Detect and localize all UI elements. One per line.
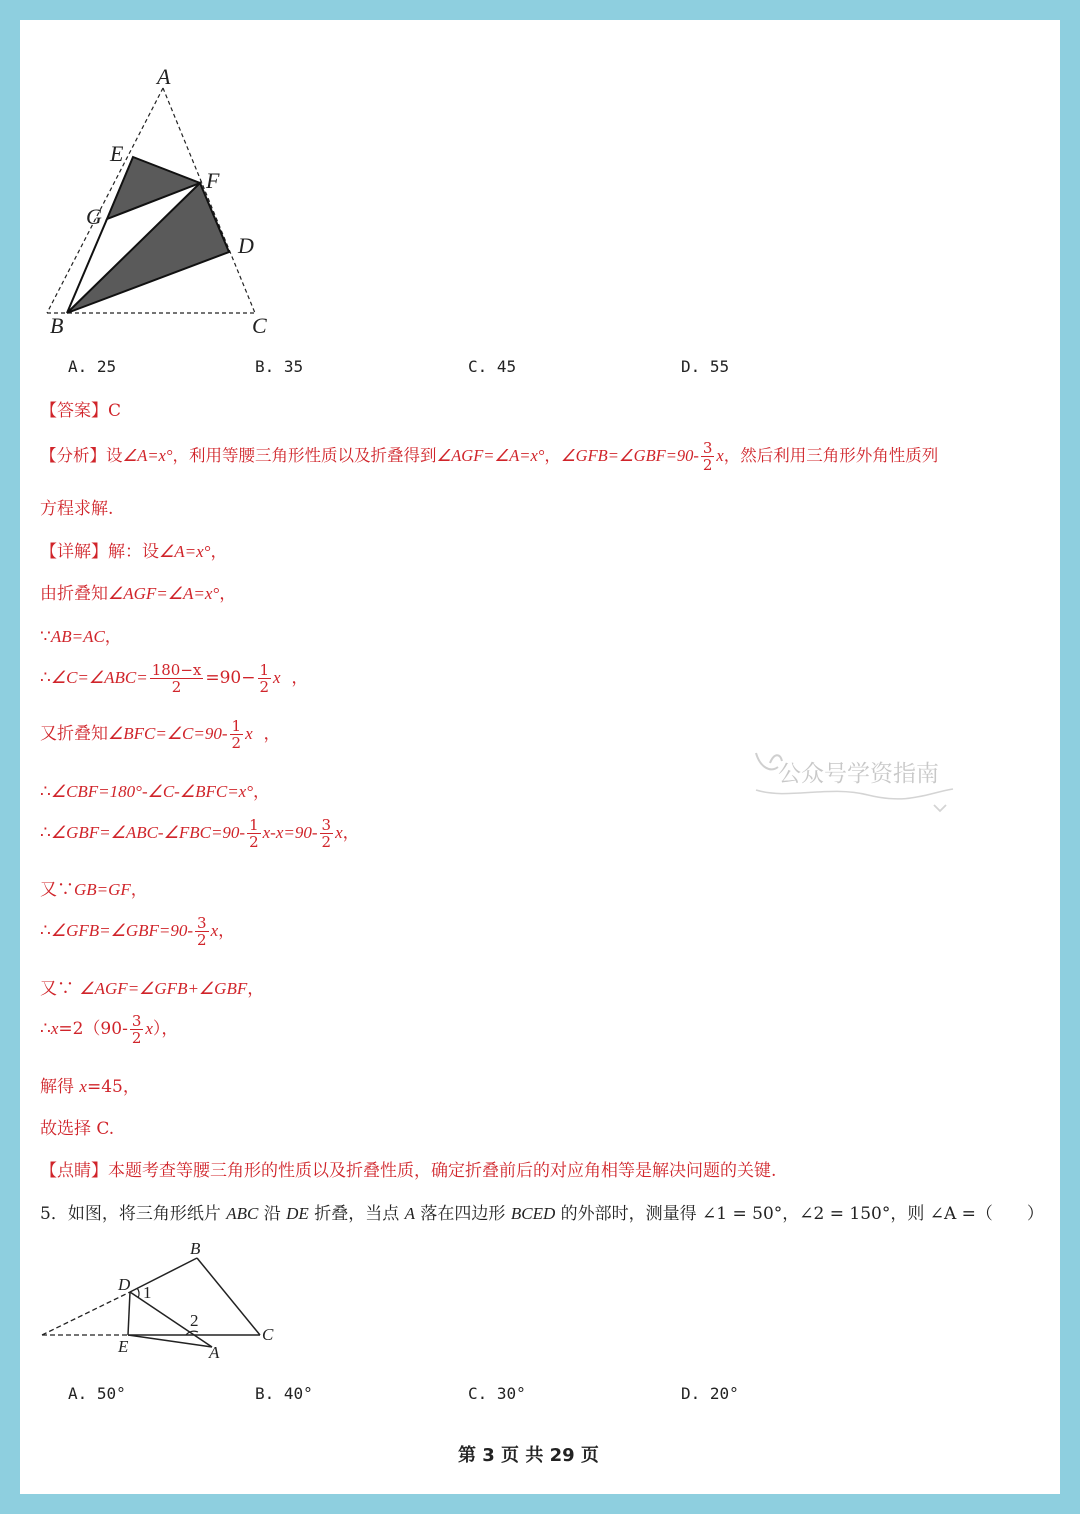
figure-triangle-fold-2 [35,1240,305,1380]
edge-dashed-1 [42,1292,130,1335]
fraction-denominator: 2 [702,456,713,474]
label-G: G [86,204,102,229]
detail-math: ∠BFC=∠C=90- [108,724,228,743]
q4-option-b[interactable]: B. 35 [255,357,304,376]
detail-text: ∴ [40,668,51,688]
fraction-numerator: 3 [131,1012,142,1030]
analysis-math-4: x [716,446,724,465]
detail-text: ， [130,880,148,900]
detail-math: ∠C=∠ABC= [50,668,148,687]
detail-text: ∴ [40,782,51,802]
fraction-denominator: 2 [259,678,270,696]
detail-text: ， [219,584,237,604]
fraction [230,718,244,751]
label-F: F [206,168,220,193]
analysis-math-3: ∠GFB=∠GBF=90- [560,446,699,465]
analysis-line [40,440,938,473]
detail-math: GB=GF [74,880,131,899]
q4-option-c[interactable]: C. 45 [468,357,517,376]
detail-math: x [273,668,281,687]
label-C: C [252,313,267,338]
q4-option-a[interactable]: A. 25 [68,357,117,376]
label-E: E [118,1337,129,1356]
detail-text: 又∵ [40,880,74,900]
analysis-text-3: ， [544,446,561,465]
q4-option-d[interactable]: D. 55 [681,357,730,376]
fraction-denominator: 2 [131,1029,142,1047]
fraction [258,662,272,695]
label-B: B [190,1240,201,1258]
detail-text: 又∵ [40,979,80,999]
analysis-math-2: ∠AGF=∠A=x° [436,446,545,465]
fraction-numerator: 1 [249,816,259,834]
detail-math: ∠GBF=∠ABC-∠FBC=90- [50,823,246,842]
q5-stem [40,1199,1044,1224]
label-angle-2: 2 [190,1311,199,1330]
fraction-denominator: 2 [321,833,332,851]
detail-math: x [145,1019,153,1038]
analysis-text-1: 设 [106,446,123,465]
detail-text: 解得 [40,1077,80,1097]
analysis-text-2: ，利用等腰三角形性质以及折叠得到 [172,446,437,465]
edge-BC [197,1258,260,1335]
q5-text: 折叠，当点 [308,1204,405,1224]
fraction-numerator: 180−x [151,661,202,679]
figure-triangle-fold-1 [40,65,300,355]
analysis-fraction [701,440,715,473]
q5-option-d[interactable]: D. 20° [681,1384,739,1403]
detail-text: ， [210,542,228,562]
fraction-numerator: 1 [259,661,270,679]
answer-tag: 【答案】 [40,401,108,421]
fraction-denominator: 2 [197,931,207,949]
detail-line-11 [40,1013,178,1046]
fraction [247,817,261,850]
fraction [130,1013,144,1046]
label-angle-1: 1 [143,1283,152,1302]
detail-line-13: 故选择 C. [40,1119,115,1139]
detail-math: x [245,724,253,743]
detail-text: =45， [86,1077,140,1097]
document-page [20,20,1060,1494]
detail-text: =2（90- [58,1019,128,1039]
q5-option-a[interactable]: A. 50° [68,1384,126,1403]
fraction-numerator: 3 [702,439,713,457]
detail-text: =90− [205,668,256,688]
fraction-numerator: 3 [197,914,207,932]
analysis-math-1: ∠A=x° [122,446,173,465]
detail-line-6 [40,777,270,802]
analysis-tag: 【分析】 [40,446,106,465]
q5-math: DE [286,1204,309,1223]
answer-line [40,396,121,421]
fraction [320,817,334,850]
q5-option-b[interactable]: B. 40° [255,1384,313,1403]
detail-math: x [79,1077,87,1096]
q5-math: A [404,1204,416,1223]
detail-math: ∠A=x° [159,542,211,561]
edge-EA [128,1335,212,1347]
detail-text: ， [247,979,265,999]
detail-math: ∠AGF=∠GFB+∠GBF [79,979,248,998]
detail-text: ， [253,782,271,802]
fraction-denominator: 2 [249,833,259,851]
comment-line [40,1156,776,1181]
edge-AC-dashed [163,88,255,313]
q5-option-c[interactable]: C. 30° [468,1384,526,1403]
detail-text: ， [342,823,360,843]
detail-text: ）， [152,1019,179,1039]
analysis-text-4: ，然后利用三角形外角性质列 [723,446,939,465]
detail-math: AB=AC [50,627,105,646]
comment-tag: 【点睛】 [40,1161,108,1181]
q5-text: 的外部时，测量得 ∠1 = 50°，∠2 = 150°，则 ∠A =（ ） [555,1204,1044,1224]
edge-DE [128,1292,130,1335]
watermark-text: 公众号学资指南 [778,761,939,787]
page-footer: 第 3 页 共 29 页 [458,1445,599,1466]
analysis-line-2: 方程求解. [40,499,114,519]
answer-value: C [108,401,122,421]
label-A: A [209,1343,220,1362]
q5-text: 沿 [258,1204,287,1224]
detail-text: 由折叠知 [40,584,108,604]
detail-line-7 [40,817,360,850]
label-D: D [238,233,254,258]
q5-math: ABC [226,1204,259,1223]
fraction [150,662,204,695]
detail-text: ∵ [40,627,51,647]
edge-DB [130,1258,197,1292]
label-B: B [50,313,64,338]
detail-text: 又折叠知 [40,724,108,744]
detail-text: ， [104,627,122,647]
detail-text: ， [218,921,236,941]
detail-math: ∠CBF=180°-∠C-∠BFC=x° [50,782,254,801]
detail-text: ∴ [40,921,51,941]
detail-line-10 [40,974,264,999]
fraction-numerator: 1 [231,717,242,735]
label-A: A [157,65,171,89]
detail-text: ， [291,668,309,688]
detail-line-3 [40,622,122,647]
fraction-numerator: 3 [321,816,332,834]
label-E: E [110,141,124,166]
detail-text: ∴ [40,823,51,843]
detail-line-1 [40,537,227,562]
detail-line-12 [40,1072,140,1097]
detail-math: ∠GFB=∠GBF=90- [50,921,194,940]
fraction [195,915,209,948]
detail-math: ∠AGF=∠A=x° [108,584,220,603]
detail-math: x-x=90- [262,823,318,842]
detail-math: x [210,921,219,940]
q5-math: BCED [510,1204,556,1223]
detail-text: ， [263,724,281,744]
q5-text: 落在四边形 [415,1204,511,1224]
fraction-denominator: 2 [231,734,242,752]
detail-text: 解：设 [108,542,159,562]
detail-line-4 [40,662,308,695]
detail-line-8 [40,875,148,900]
detail-text: ∴ [40,1019,51,1039]
fraction-denominator: 2 [171,678,182,696]
detail-line-9 [40,915,235,948]
detail-tag: 【详解】 [40,542,108,562]
label-D: D [118,1275,131,1294]
label-C: C [262,1325,274,1344]
detail-math: x [335,823,343,842]
comment-text: 本题考查等腰三角形的性质以及折叠性质，确定折叠前后的对应角相等是解决问题的关键. [108,1161,777,1181]
q5-text: 5．如图，将三角形纸片 [40,1204,227,1224]
detail-math: x [50,1019,59,1038]
detail-line-5 [40,718,280,751]
detail-line-2 [40,579,236,604]
